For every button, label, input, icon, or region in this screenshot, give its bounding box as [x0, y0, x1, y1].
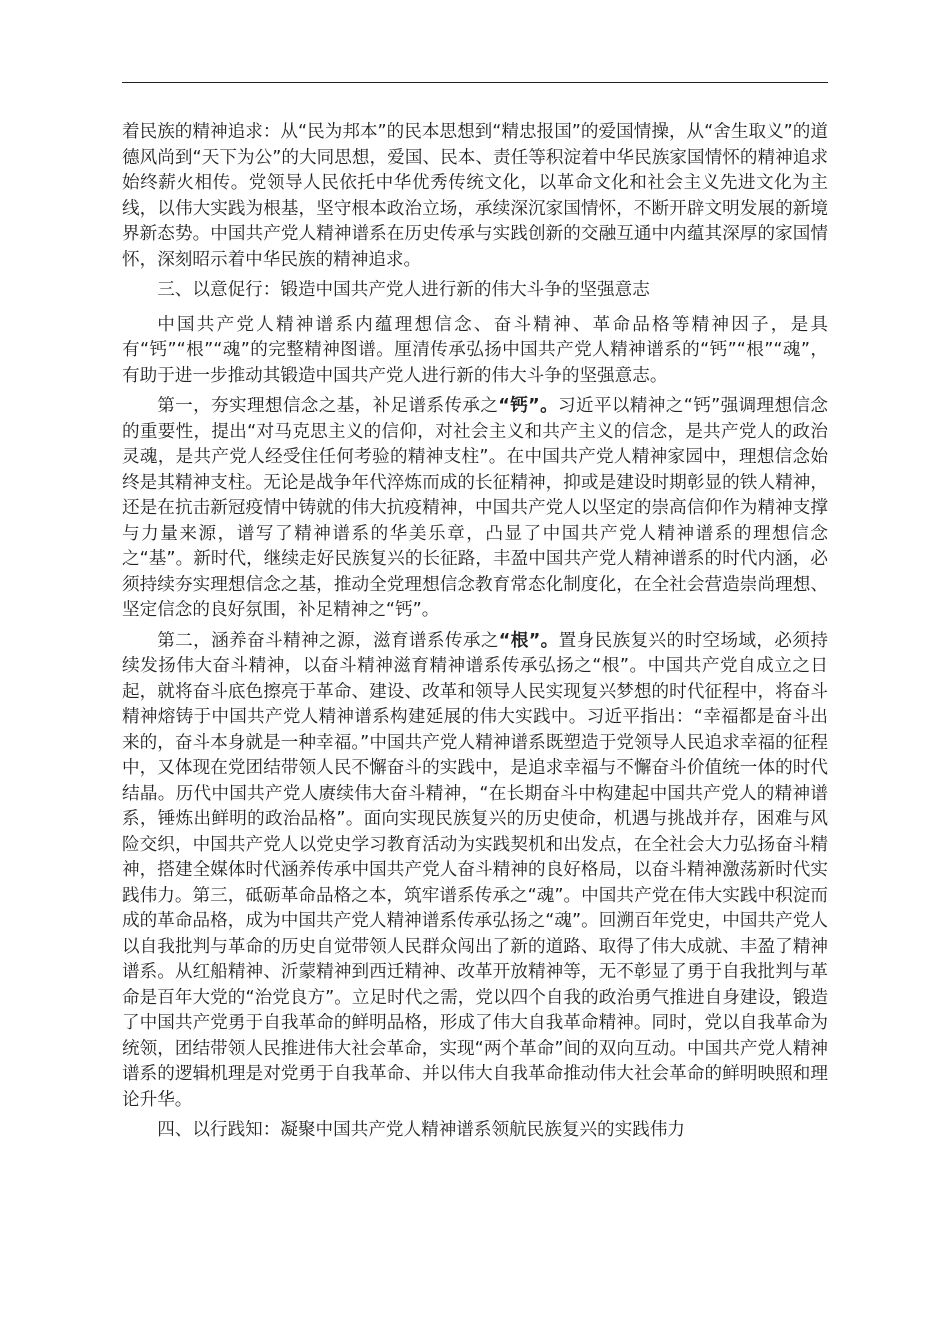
second-point-bold: “根”。: [498, 630, 559, 651]
paragraph-second-point: [122, 629, 828, 1114]
second-point-body: 置身民族复兴的时空场域，必须持续发扬伟大奋斗精神，以奋斗精神滋育精神谱系传承弘扬之“根”。中国共产党自成立之日起，就将奋斗底色擦亮于革命、建设、改革和领导人民实现复兴梦想的时代征程中，将奋斗精神熔铸于中国共产党人精神谱系构建延展的伟大实践中。习近平指出：“幸福都是奋斗出来的，奋斗本身就是一种幸福。”中国共产党人精神谱系既塑造于党领导人民追求幸福的征程中，又体现在党团结带领人民不懈奋斗的实践中，是追求幸福与不懈奋斗价值统一体的时代结晶。历代中国共产党人赓续伟大奋斗精神，“在长期奋斗中构建起中国共产党人的精神谱系，锤炼出鲜明的政治品格”。面向实现民族复兴的历史使命，机遇与挑战并存，困难与风险交织，中国共产党人以党史学习教育活动为实践契机和出发点，在全社会大力弘扬奋斗精神，搭建全媒体时代涵养传承中国共产党人奋斗精神的良好格局，以奋斗精神激荡新时代实践伟力。第三，砥砺革命品格之本，筑牢谱系传承之“魂”。中国共产党在伟大实践中积淀而成的革命品格，成为中国共产党人精神谱系传承弘扬之“魂”。回溯百年党史，中国共产党人以自我批判与革命的历史自觉带领人民群众闯出了新的道路、取得了伟大成就、丰盈了精神谱系。从红船精神、沂蒙精神到西迁精神、改革开放精神等，无不彰显了勇于自我批判与革命是百年大党的“治党良方”。立足时代之需，党以四个自我的政治勇气推进自身建设，锻造了中国共产党勇于自我革命的鲜明品格，形成了伟大自我革命精神。同时，党以自我革命为统领，团结带领人民推进伟大社会革命，实现“两个革命”间的双向互动。中国共产党人精神谱系的逻辑机理是对党勇于自我革命、并以伟大自我革命推动伟大社会革命的鲜明映照和理论升华。: [122, 630, 828, 1110]
section-heading-4: 四、以行践知：凝聚中国共产党人精神谱系领航民族复兴的实践伟力: [157, 1120, 686, 1140]
first-point-body: 习近平以精神之“钙”强调理想信念的重要性，提出“对马克思主义的信仰，对社会主义和共产主义的信念，是共产党人的政治灵魂，是共产党人经受住任何考验的精神支柱”。在中国共产党人精神家园中，理想信念始终是其精神支柱。无论是战争年代淬炼而成的长征精神，抑或是建设时期彰显的铁人精神，还是在抗击新冠疫情中铸就的伟大抗疫精神，中国共产党人以坚定的崇高信仰作为精神支撑与力量来源，谱写了精神谱系的华美乐章，凸显了中国共产党人精神谱系的理想信念之“基”。新时代，继续走好民族复兴的长征路，丰盈中国共产党人精神谱系的时代内涵，必须持续夯实理想信念之基，推动全党理想信念教育常态化制度化，在全社会营造崇尚理想、坚定信念的良好氛围，补足精神之“钙”。: [122, 396, 828, 620]
first-point-bold: “钙”。: [498, 396, 559, 416]
paragraph-first-point: [122, 394, 828, 624]
header-rule: [122, 82, 828, 83]
second-point-lead: 第二，涵养奋斗精神之源，滋育谱系传承之: [157, 630, 499, 651]
first-point-lead: 第一，夯实理想信念之基，补足谱系传承之: [157, 396, 499, 416]
section-heading-3: 三、以意促行：锻造中国共产党人进行新的伟大斗争的坚强意志: [157, 280, 650, 300]
paragraph-continuation: 着民族的精神追求：从“民为邦本”的民本思想到“精忠报国”的爱国情操，从“舍生取义”的道德风尚到“天下为公”的大同思想，爱国、民本、责任等积淀着中华民族家国情怀的精神追求始终薪火相传。党领导人民依托中华优秀传统文化，以革命文化和社会主义先进文化为主线，以伟大实践为根基，坚守根本政治立场，承续深沉家国情怀，不断开辟文明发展的新境界新态势。中国共产党人精神谱系在历史传承与实践创新的交融互通中内蕴其深厚的家国情怀，深刻昭示着中华民族的精神追求。: [122, 122, 828, 270]
paragraph-intro: 中国共产党人精神谱系内蕴理想信念、奋斗精神、革命品格等精神因子，是具有“钙”“根”“魂”的完整精神图谱。厘清传承弘扬中国共产党人精神谱系的“钙”“根”“魂”，有助于进一步推动其锻造中国共产党人进行新的伟大斗争的坚强意志。: [122, 314, 828, 386]
document-body: [122, 120, 828, 1153]
